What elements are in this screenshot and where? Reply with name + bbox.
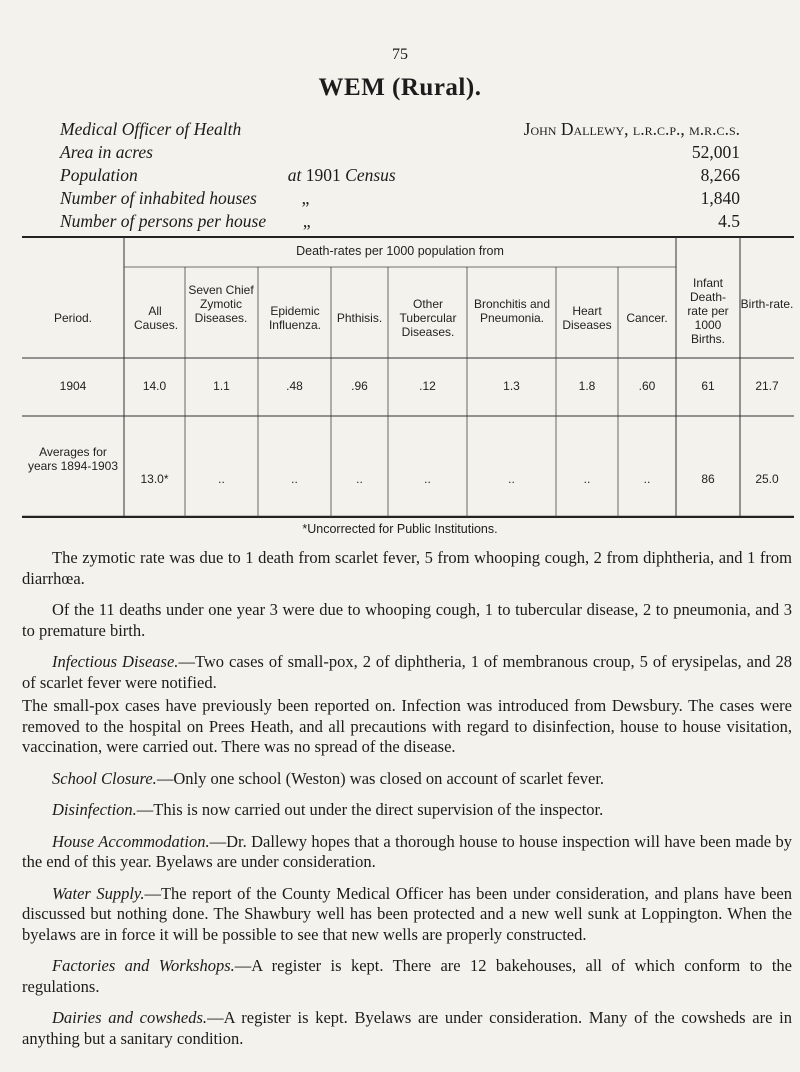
paragraph xyxy=(22,769,792,790)
table-footnote: *Uncorrected for Public Institutions. xyxy=(302,522,498,536)
summary-officer-row xyxy=(60,118,740,141)
row-1904-value: 1.1 xyxy=(213,379,230,393)
row-averages-value: 13.0* xyxy=(140,472,169,486)
summary-population-row xyxy=(60,164,740,187)
paragraph xyxy=(22,696,792,758)
paragraph-text: —This is now carried out under the direct supervision of the inspector. xyxy=(136,800,604,819)
paragraph xyxy=(22,652,792,693)
col-header-zymotic: Seven Chief Zymotic Diseases. xyxy=(188,283,254,325)
paragraph-heading: School Closure. xyxy=(52,768,157,788)
col-header-heart: Heart Diseases xyxy=(562,304,612,332)
row-1904-value: 21.7 xyxy=(755,379,779,393)
persons-label-text: Number of persons per house xyxy=(60,211,267,231)
death-rates-table xyxy=(22,236,794,518)
group-header: Death-rates per 1000 population from xyxy=(296,244,504,258)
population-year: 1901 xyxy=(305,165,341,185)
row-averages-value: .. xyxy=(583,472,591,486)
summary-houses-row xyxy=(60,187,740,210)
report-body xyxy=(22,548,792,1060)
col-header-infant: Infant Death-rate per 1000 Births. xyxy=(687,276,729,346)
persons-label xyxy=(60,210,311,233)
row-1904-value: 14.0 xyxy=(142,379,167,393)
persons-ditto: „ xyxy=(302,211,311,231)
summary-persons-row xyxy=(60,210,740,233)
area-value: 52,001 xyxy=(691,142,740,162)
row-1904-value: .48 xyxy=(286,379,303,393)
row-1904-value: .60 xyxy=(638,379,656,393)
population-label-d: Census xyxy=(345,165,396,185)
paragraph-text: —A register is kept. There are 12 bakehouses, all of which conform to the regulations. xyxy=(22,956,792,996)
paragraph-text: The small-pox cases have previously been reported on. Infection was introduced from Dewsbury. The cases were removed to the hospital on Prees Heath, and all precautions with regard to disinfection, house to house visitation, vaccination, were carried out. There was no spread of the disease. xyxy=(22,696,792,756)
population-label-b: at xyxy=(287,165,302,185)
row-averages-period: Averages for years 1894-1903 xyxy=(27,445,119,473)
row-averages-value: .. xyxy=(356,472,363,486)
population-label-a: Population xyxy=(60,165,138,185)
paragraph-heading: Water Supply. xyxy=(52,883,145,903)
paragraph-heading: Disinfection. xyxy=(52,800,137,819)
paragraph-heading: Factories and Workshops. xyxy=(52,956,235,975)
paragraph-text: —Two cases of small-pox, 2 of diphtheria, 1 of membranous croup, 5 of erysipelas, and 28 of scarlet fever were notified. xyxy=(22,652,792,692)
row-averages-value: .. xyxy=(508,472,515,486)
houses-label-text: Number of inhabited houses xyxy=(60,188,257,208)
population-value: 8,266 xyxy=(700,165,740,185)
paragraph-heading: Dairies and cowsheds. xyxy=(52,1008,208,1027)
houses-value: 1,840 xyxy=(700,188,740,208)
population-label xyxy=(60,164,396,187)
paragraph xyxy=(22,1008,792,1049)
period-header: Period. xyxy=(53,311,93,325)
paragraph xyxy=(22,800,792,821)
officer-label: Medical Officer of Health xyxy=(60,119,242,139)
area-label: Area in acres xyxy=(60,142,153,162)
paragraph-text: Of the 11 deaths under one year 3 were due to whooping cough, 1 to tubercular disease, 2 to pneumonia, and 3 to premature birth. xyxy=(22,600,792,640)
paragraph xyxy=(22,600,792,641)
paragraph-text: —Only one school (Weston) was closed on account of scarlet fever. xyxy=(156,768,605,788)
paragraph xyxy=(22,548,792,589)
paragraph-heading: House Accommodation. xyxy=(52,831,210,851)
row-1904-value: .96 xyxy=(351,379,368,393)
col-header-bronchitis: Bronchitis and Pneumonia. xyxy=(473,297,551,325)
houses-label xyxy=(60,187,309,210)
officer-value: John Dallewy, l.r.c.p., m.r.c.s. xyxy=(523,119,740,139)
paragraph-text: The zymotic rate was due to 1 death from scarlet fever, 5 from whooping cough, 2 from diphtheria, and 1 from diarrhœa. xyxy=(22,548,792,588)
paragraph xyxy=(22,884,792,946)
summary-area-row xyxy=(60,141,740,164)
page-number: 75 xyxy=(392,46,408,63)
row-averages-value: .. xyxy=(643,472,651,486)
row-averages-value: 86 xyxy=(701,472,715,486)
col-header-phthisis: Phthisis. xyxy=(336,311,383,325)
page-title: WEM (Rural). xyxy=(318,74,482,101)
persons-value: 4.5 xyxy=(718,211,740,231)
paragraph-text: —The report of the County Medical Officer has been under consideration, and plans have been discussed but nothing done. The Shawbury well has been protected and a new well sunk at Loppington. When the byelaws are in force it will be possible to see that new wells are properly constructed. xyxy=(22,883,792,944)
col-header-birth-rate: Birth-rate. xyxy=(740,297,794,311)
row-1904-value: 61 xyxy=(701,379,715,393)
col-header-tubercular: Other Tubercular Diseases. xyxy=(399,297,457,339)
row-averages-value: .. xyxy=(424,472,431,486)
row-1904-value: 1.8 xyxy=(578,379,596,393)
paragraph xyxy=(22,956,792,997)
col-header-cancer: Cancer. xyxy=(626,311,668,325)
row-averages-value: 25.0 xyxy=(755,472,779,486)
col-header-influenza: Epidemic Influenza. xyxy=(268,304,322,332)
row-1904-period: 1904 xyxy=(59,379,87,393)
row-averages-value: .. xyxy=(218,472,225,486)
houses-ditto: „ xyxy=(301,188,310,208)
row-averages-value: .. xyxy=(291,472,298,486)
paragraph xyxy=(22,832,792,873)
paragraph-heading: Infectious Disease. xyxy=(52,652,179,671)
paragraph-text: —Dr. Dallewy hopes that a thorough house to house inspection will have been made by the end of this year. Byelaws are under consideration. xyxy=(22,831,793,871)
summary-block xyxy=(60,118,740,233)
paragraph-text: —A register is kept. Byelaws are under consideration. Many of the cowsheds are in anything but a sanitary condition. xyxy=(22,1008,792,1048)
row-1904-value: 1.3 xyxy=(503,379,520,393)
row-1904-value: .12 xyxy=(419,379,436,393)
col-header-all-causes: All Causes. xyxy=(134,304,179,332)
